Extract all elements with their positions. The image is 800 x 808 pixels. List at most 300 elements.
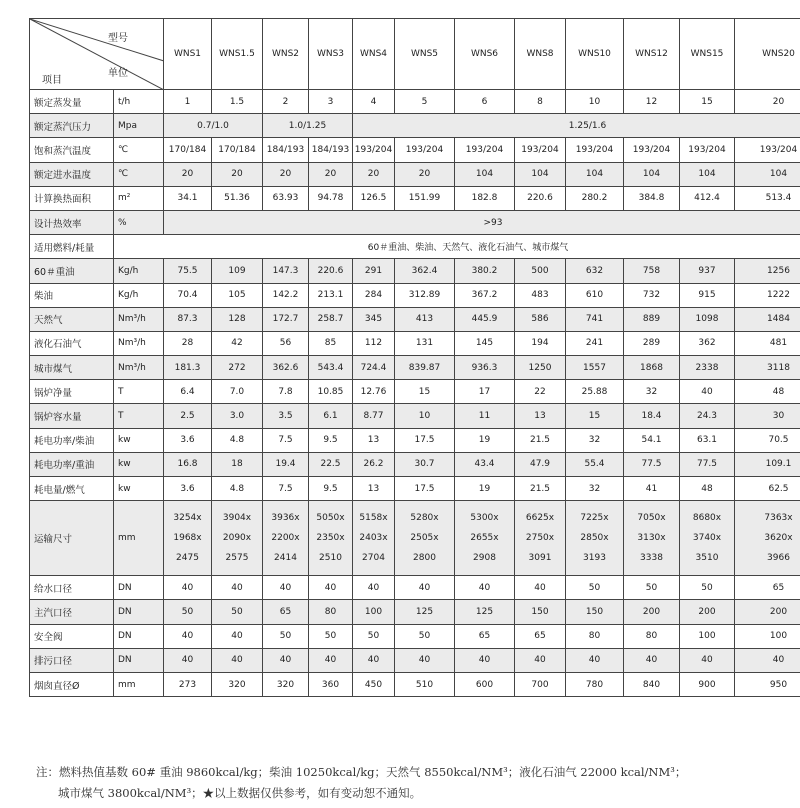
value-cell: 40 xyxy=(735,648,800,672)
value-cell: 20 xyxy=(395,162,455,186)
value-cell: 194 xyxy=(515,331,566,355)
unit-cell: ℃ xyxy=(114,138,164,162)
value-cell: 360 xyxy=(309,672,353,696)
value-cell: 1868 xyxy=(624,356,680,380)
dimension-width: 3740x xyxy=(692,533,722,544)
dimension-height: 2908 xyxy=(473,553,496,564)
value-cell: 85 xyxy=(309,331,353,355)
row-chim xyxy=(30,672,800,696)
dimension-cell xyxy=(455,501,515,576)
value-cell: 5 xyxy=(395,90,455,114)
value-cell: 48 xyxy=(680,477,735,501)
value-cell: 2.5 xyxy=(164,404,212,428)
unit-cell: Nm³/h xyxy=(114,331,164,355)
value-cell: 100 xyxy=(735,624,800,648)
row-label: 耗电功率/柴油 xyxy=(30,428,114,452)
value-cell: 80 xyxy=(566,624,624,648)
unit-cell: T xyxy=(114,404,164,428)
value-cell: 28 xyxy=(164,331,212,355)
value-cell: 32 xyxy=(624,380,680,404)
value-cell: 732 xyxy=(624,283,680,307)
value-cell: 193/204 xyxy=(455,138,515,162)
value-cell: 40 xyxy=(353,576,395,600)
value-cell: 20 xyxy=(263,162,309,186)
value-cell: 193/204 xyxy=(515,138,566,162)
dimension-stack xyxy=(353,507,394,569)
value-cell: 889 xyxy=(624,307,680,331)
value-cell: 40 xyxy=(309,576,353,600)
row-label: 锅炉净量 xyxy=(30,380,114,404)
value-cell: 100 xyxy=(353,600,395,624)
value-cell: 12.76 xyxy=(353,380,395,404)
row-label: 额定蒸汽压力 xyxy=(30,114,114,138)
value-cell: 724.4 xyxy=(353,356,395,380)
value-cell: 362.4 xyxy=(395,259,455,283)
value-cell: 30 xyxy=(735,404,800,428)
unit-cell: DN xyxy=(114,624,164,648)
dimension-length: 3904x xyxy=(222,513,252,524)
value-cell: 13 xyxy=(353,428,395,452)
dimension-stack xyxy=(680,507,734,569)
value-cell: 172.7 xyxy=(263,307,309,331)
value-cell: 87.3 xyxy=(164,307,212,331)
value-cell: 937 xyxy=(680,259,735,283)
row-water xyxy=(30,404,800,428)
value-cell: 10.85 xyxy=(309,380,353,404)
value-cell: 47.9 xyxy=(515,452,566,476)
dimension-stack xyxy=(566,507,623,569)
value-cell: 40 xyxy=(515,576,566,600)
value-cell: 104 xyxy=(735,162,800,186)
dimension-width: 2090x xyxy=(222,533,252,544)
value-cell: 125 xyxy=(395,600,455,624)
value-cell: 543.4 xyxy=(309,356,353,380)
value-cell: 1.5 xyxy=(212,90,263,114)
dimension-cell xyxy=(263,501,309,576)
header-corner xyxy=(30,19,164,90)
value-cell: 741 xyxy=(566,307,624,331)
value-cell: 62.5 xyxy=(735,477,800,501)
value-cell: 131 xyxy=(395,331,455,355)
value-cell: 280.2 xyxy=(566,186,624,210)
dimension-cell xyxy=(395,501,455,576)
value-cell: 18 xyxy=(212,452,263,476)
row-feed xyxy=(30,162,800,186)
value-cell: 15 xyxy=(680,90,735,114)
value-cell: 43.4 xyxy=(455,452,515,476)
row-sat xyxy=(30,138,800,162)
value-cell: 147.3 xyxy=(263,259,309,283)
value-cell: 182.8 xyxy=(455,186,515,210)
value-cell: 40 xyxy=(395,648,455,672)
row-label: 设计热效率 xyxy=(30,210,114,234)
dimension-stack xyxy=(455,507,514,569)
value-cell: 3118 xyxy=(735,356,800,380)
row-label: 给水口径 xyxy=(30,576,114,600)
value-cell: 24.3 xyxy=(680,404,735,428)
value-cell: 170/184 xyxy=(164,138,212,162)
row-label: 耗电量/燃气 xyxy=(30,477,114,501)
dimension-height: 3193 xyxy=(583,553,606,564)
value-cell: 6.4 xyxy=(164,380,212,404)
value-cell: 50 xyxy=(164,600,212,624)
value-cell: 80 xyxy=(624,624,680,648)
value-cell: 50 xyxy=(395,624,455,648)
value-cell: 7.5 xyxy=(263,477,309,501)
value-cell: 7.5 xyxy=(263,428,309,452)
row-label: 饱和蒸汽温度 xyxy=(30,138,114,162)
row-label: 耗电功率/重油 xyxy=(30,452,114,476)
value-cell: 128 xyxy=(212,307,263,331)
row-steam xyxy=(30,600,800,624)
unit-cell: Nm³/h xyxy=(114,356,164,380)
pressure-group-cell: 1.25/1.6 xyxy=(353,114,800,138)
footnote xyxy=(36,762,776,804)
value-cell: 6 xyxy=(455,90,515,114)
value-cell: 184/193 xyxy=(263,138,309,162)
value-cell: 109.1 xyxy=(735,452,800,476)
value-cell: 780 xyxy=(566,672,624,696)
value-cell: 291 xyxy=(353,259,395,283)
unit-cell: kw xyxy=(114,477,164,501)
dimension-cell xyxy=(309,501,353,576)
value-cell: 445.9 xyxy=(455,307,515,331)
row-cgas xyxy=(30,356,800,380)
row-label: 60＃重油 xyxy=(30,259,114,283)
value-cell: 50 xyxy=(212,600,263,624)
value-cell: 19 xyxy=(455,428,515,452)
value-cell: 104 xyxy=(515,162,566,186)
unit-cell: ℃ xyxy=(114,162,164,186)
value-cell: 22.5 xyxy=(309,452,353,476)
value-cell: 1222 xyxy=(735,283,800,307)
value-cell: 9.5 xyxy=(309,428,353,452)
unit-label: 单位 xyxy=(108,68,128,79)
value-cell: 950 xyxy=(735,672,800,696)
value-cell: 21.5 xyxy=(515,477,566,501)
value-cell: 16.8 xyxy=(164,452,212,476)
value-cell: 77.5 xyxy=(624,452,680,476)
value-cell: 104 xyxy=(680,162,735,186)
value-cell: 17.5 xyxy=(395,477,455,501)
model-header-cell: WNS20 xyxy=(735,19,800,90)
value-cell: 20 xyxy=(735,90,800,114)
value-cell: 40 xyxy=(680,648,735,672)
efficiency-value: >93 xyxy=(164,210,800,234)
value-cell: 63.93 xyxy=(263,186,309,210)
row-label: 运输尺寸 xyxy=(30,501,114,576)
model-header-cell: WNS3 xyxy=(309,19,353,90)
value-cell: 840 xyxy=(624,672,680,696)
value-cell: 104 xyxy=(624,162,680,186)
unit-cell: Kg/h xyxy=(114,283,164,307)
value-cell: 193/204 xyxy=(566,138,624,162)
value-cell: 20 xyxy=(353,162,395,186)
value-cell: 220.6 xyxy=(309,259,353,283)
value-cell: 63.1 xyxy=(680,428,735,452)
value-cell: 126.5 xyxy=(353,186,395,210)
dimension-width: 3130x xyxy=(637,533,666,544)
value-cell: 100 xyxy=(680,624,735,648)
value-cell: 20 xyxy=(164,162,212,186)
dimension-width: 1968x xyxy=(173,533,202,544)
row-drain xyxy=(30,648,800,672)
dimension-stack xyxy=(212,507,262,569)
value-cell: 142.2 xyxy=(263,283,309,307)
value-cell: 7.0 xyxy=(212,380,263,404)
value-cell: 513.4 xyxy=(735,186,800,210)
row-area xyxy=(30,186,800,210)
row-label: 城市煤气 xyxy=(30,356,114,380)
value-cell: 94.78 xyxy=(309,186,353,210)
value-cell: 384.8 xyxy=(624,186,680,210)
value-cell: 50 xyxy=(680,576,735,600)
unit-cell: mm xyxy=(114,501,164,576)
model-header-cell: WNS10 xyxy=(566,19,624,90)
value-cell: 312.89 xyxy=(395,283,455,307)
model-header-cell: WNS4 xyxy=(353,19,395,90)
dimension-length: 5280x xyxy=(410,513,439,524)
value-cell: 1250 xyxy=(515,356,566,380)
footnote-line-1: 注：燃料热值基数 60# 重油 9860kcal/kg；柴油 10250kcal/kg；天然气 8550kcal/NM³；液化石油气 22000 kcal/NM³； xyxy=(36,765,687,779)
value-cell: 19.4 xyxy=(263,452,309,476)
row-press xyxy=(30,114,800,138)
row-trans xyxy=(30,501,800,576)
dimension-width: 2655x xyxy=(470,533,499,544)
value-cell: 3.0 xyxy=(212,404,263,428)
dimension-length: 5300x xyxy=(470,513,499,524)
value-cell: 150 xyxy=(566,600,624,624)
dimension-width: 2850x xyxy=(580,533,609,544)
model-label: 型号 xyxy=(108,33,128,44)
value-cell: 220.6 xyxy=(515,186,566,210)
value-cell: 48 xyxy=(735,380,800,404)
value-cell: 20 xyxy=(212,162,263,186)
value-cell: 9.5 xyxy=(309,477,353,501)
value-cell: 900 xyxy=(680,672,735,696)
value-cell: 936.3 xyxy=(455,356,515,380)
dimension-length: 6625x xyxy=(525,513,555,524)
value-cell: 104 xyxy=(455,162,515,186)
value-cell: 412.4 xyxy=(680,186,735,210)
unit-cell: kw xyxy=(114,452,164,476)
value-cell: 32 xyxy=(566,477,624,501)
row-lpg xyxy=(30,331,800,355)
value-cell: 40 xyxy=(263,576,309,600)
row-safety xyxy=(30,624,800,648)
pressure-group-cell: 0.7/1.0 xyxy=(164,114,263,138)
value-cell: 483 xyxy=(515,283,566,307)
model-header-cell: WNS1 xyxy=(164,19,212,90)
dimension-stack xyxy=(624,507,679,569)
value-cell: 193/204 xyxy=(735,138,800,162)
value-cell: 362 xyxy=(680,331,735,355)
value-cell: 184/193 xyxy=(309,138,353,162)
value-cell: 200 xyxy=(680,600,735,624)
value-cell: 610 xyxy=(566,283,624,307)
value-cell: 3.5 xyxy=(263,404,309,428)
value-cell: 450 xyxy=(353,672,395,696)
value-cell: 915 xyxy=(680,283,735,307)
dimension-width: 2505x xyxy=(410,533,439,544)
value-cell: 17.5 xyxy=(395,428,455,452)
value-cell: 65 xyxy=(735,576,800,600)
value-cell: 1098 xyxy=(680,307,735,331)
value-cell: 758 xyxy=(624,259,680,283)
value-cell: 15 xyxy=(566,404,624,428)
value-cell: 11 xyxy=(455,404,515,428)
value-cell: 40 xyxy=(309,648,353,672)
value-cell: 40 xyxy=(515,648,566,672)
value-cell: 181.3 xyxy=(164,356,212,380)
dimension-height: 3510 xyxy=(695,553,719,564)
value-cell: 50 xyxy=(353,624,395,648)
value-cell: 320 xyxy=(212,672,263,696)
value-cell: 25.88 xyxy=(566,380,624,404)
value-cell: 367.2 xyxy=(455,283,515,307)
model-header-cell: WNS1.5 xyxy=(212,19,263,90)
dimension-height: 2414 xyxy=(274,553,297,564)
value-cell: 40 xyxy=(212,648,263,672)
model-header-cell: WNS15 xyxy=(680,19,735,90)
value-cell: 200 xyxy=(735,600,800,624)
value-cell: 18.4 xyxy=(624,404,680,428)
value-cell: 56 xyxy=(263,331,309,355)
unit-cell: Kg/h xyxy=(114,259,164,283)
value-cell: 26.2 xyxy=(353,452,395,476)
value-cell: 112 xyxy=(353,331,395,355)
dimension-height: 2510 xyxy=(319,553,342,564)
pressure-group-cell: 1.0/1.25 xyxy=(263,114,353,138)
boiler-spec-table xyxy=(29,18,800,697)
value-cell: 40 xyxy=(455,648,515,672)
value-cell: 380.2 xyxy=(455,259,515,283)
dimension-cell xyxy=(680,501,735,576)
dimension-stack xyxy=(735,507,800,569)
value-cell: 104 xyxy=(566,162,624,186)
value-cell: 4.8 xyxy=(212,428,263,452)
value-cell: 632 xyxy=(566,259,624,283)
dimension-height: 3091 xyxy=(528,553,552,564)
unit-cell: DN xyxy=(114,648,164,672)
value-cell: 8.77 xyxy=(353,404,395,428)
dimension-stack xyxy=(164,507,211,569)
value-cell: 105 xyxy=(212,283,263,307)
value-cell: 77.5 xyxy=(680,452,735,476)
value-cell: 40 xyxy=(212,576,263,600)
row-pwr2 xyxy=(30,452,800,476)
dimension-length: 7050x xyxy=(637,513,666,524)
dimension-stack xyxy=(309,507,352,569)
dimension-height: 3338 xyxy=(640,553,663,564)
row-label: 额定进水温度 xyxy=(30,162,114,186)
value-cell: 80 xyxy=(309,600,353,624)
value-cell: 50 xyxy=(309,624,353,648)
value-cell: 10 xyxy=(395,404,455,428)
value-cell: 1 xyxy=(164,90,212,114)
value-cell: 586 xyxy=(515,307,566,331)
value-cell: 70.5 xyxy=(735,428,800,452)
row-label: 液化石油气 xyxy=(30,331,114,355)
value-cell: 200 xyxy=(624,600,680,624)
row-oil60 xyxy=(30,259,800,283)
dimension-cell xyxy=(515,501,566,576)
row-ngas xyxy=(30,307,800,331)
value-cell: 75.5 xyxy=(164,259,212,283)
value-cell: 170/184 xyxy=(212,138,263,162)
model-header-cell: WNS5 xyxy=(395,19,455,90)
dimension-length: 8680x xyxy=(692,513,722,524)
value-cell: 284 xyxy=(353,283,395,307)
value-cell: 3 xyxy=(309,90,353,114)
dimension-height: 2575 xyxy=(225,553,249,564)
value-cell: 40 xyxy=(263,648,309,672)
row-label: 烟囱直径Ø xyxy=(30,672,114,696)
value-cell: 500 xyxy=(515,259,566,283)
value-cell: 50 xyxy=(566,576,624,600)
value-cell: 40 xyxy=(353,648,395,672)
value-cell: 1484 xyxy=(735,307,800,331)
dimension-cell xyxy=(735,501,800,576)
value-cell: 22 xyxy=(515,380,566,404)
value-cell: 12 xyxy=(624,90,680,114)
value-cell: 19 xyxy=(455,477,515,501)
row-label: 柴油 xyxy=(30,283,114,307)
value-cell: 273 xyxy=(164,672,212,696)
unit-cell: m² xyxy=(114,186,164,210)
row-netw xyxy=(30,380,800,404)
dimension-height: 2800 xyxy=(413,553,436,564)
value-cell: 40 xyxy=(164,648,212,672)
unit-cell: kw xyxy=(114,428,164,452)
value-cell: 3.6 xyxy=(164,428,212,452)
header-row xyxy=(30,19,800,90)
value-cell: 481 xyxy=(735,331,800,355)
unit-cell: Mpa xyxy=(114,114,164,138)
value-cell: 109 xyxy=(212,259,263,283)
value-cell: 4 xyxy=(353,90,395,114)
value-cell: 1256 xyxy=(735,259,800,283)
dimension-height: 3966 xyxy=(767,553,790,564)
value-cell: 40 xyxy=(212,624,263,648)
value-cell: 213.1 xyxy=(309,283,353,307)
value-cell: 193/204 xyxy=(395,138,455,162)
value-cell: 7.8 xyxy=(263,380,309,404)
value-cell: 54.1 xyxy=(624,428,680,452)
row-label: 天然气 xyxy=(30,307,114,331)
row-evap xyxy=(30,90,800,114)
value-cell: 193/204 xyxy=(624,138,680,162)
dimension-width: 2750x xyxy=(525,533,555,544)
value-cell: 241 xyxy=(566,331,624,355)
row-label: 适用燃料/耗量 xyxy=(30,235,114,259)
value-cell: 150 xyxy=(515,600,566,624)
value-cell: 272 xyxy=(212,356,263,380)
model-header-cell: WNS8 xyxy=(515,19,566,90)
value-cell: 40 xyxy=(164,576,212,600)
value-cell: 21.5 xyxy=(515,428,566,452)
value-cell: 193/204 xyxy=(680,138,735,162)
unit-cell: Nm³/h xyxy=(114,307,164,331)
value-cell: 258.7 xyxy=(309,307,353,331)
model-header-cell: WNS2 xyxy=(263,19,309,90)
value-cell: 40 xyxy=(164,624,212,648)
dimension-stack xyxy=(395,507,454,569)
dimension-cell xyxy=(164,501,212,576)
value-cell: 289 xyxy=(624,331,680,355)
fuel-types-value: 60＃重油、柴油、天然气、液化石油气、城市煤气 xyxy=(114,235,800,259)
value-cell: 8 xyxy=(515,90,566,114)
